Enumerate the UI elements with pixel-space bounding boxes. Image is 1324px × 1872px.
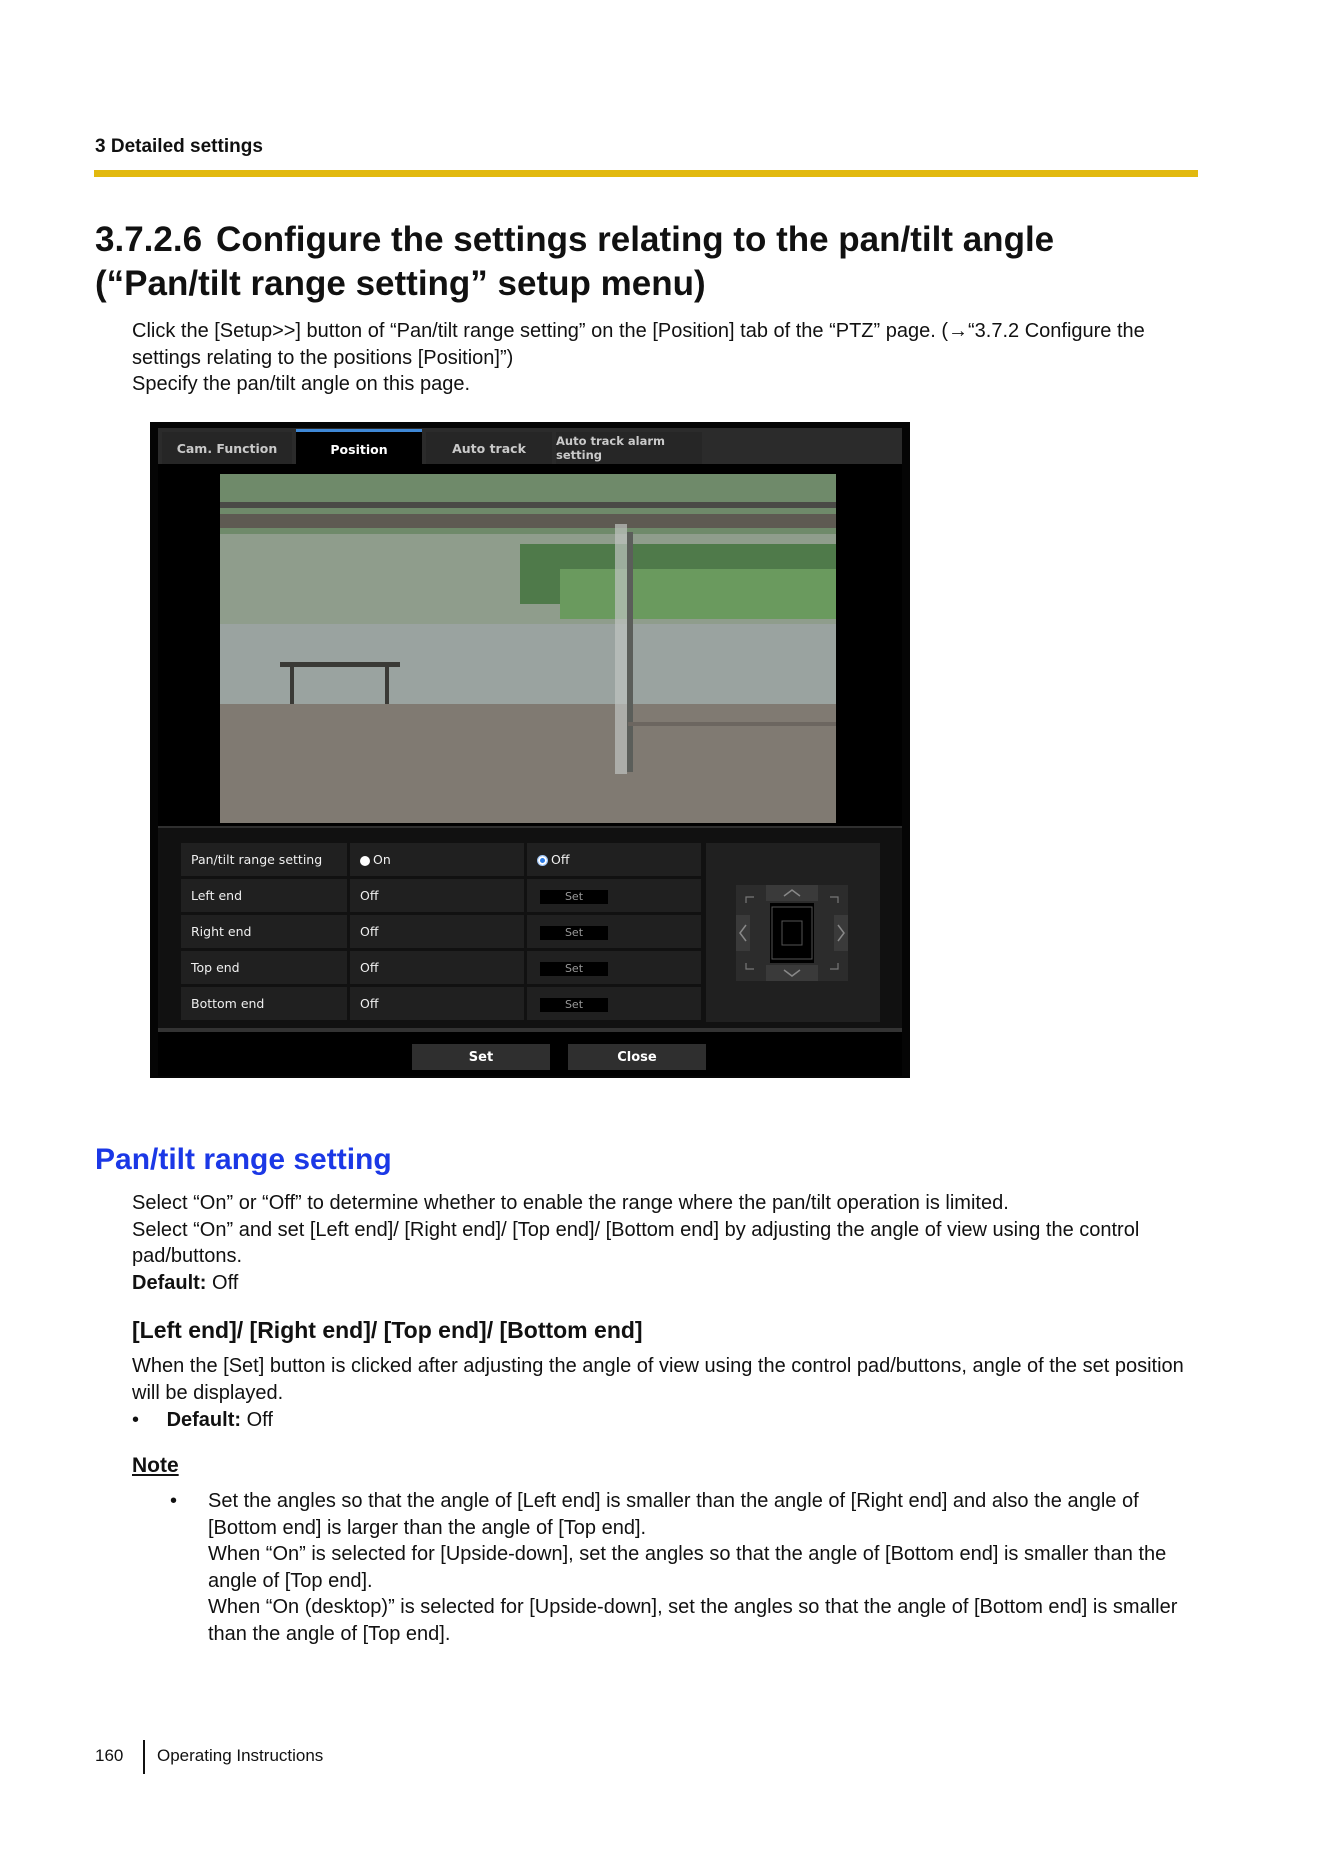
row-label-left-end: Left end — [181, 879, 347, 912]
bottom-end-set-button[interactable]: Set — [540, 998, 608, 1012]
intro-text — [132, 318, 1212, 398]
control-pad-icon — [736, 885, 848, 981]
default-value: Off — [206, 1271, 239, 1294]
radio-on[interactable] — [360, 856, 370, 866]
set-button[interactable]: Set — [412, 1044, 550, 1070]
right-end-set-button[interactable]: Set — [540, 926, 608, 940]
camera-view-panel — [158, 464, 902, 830]
intro-line-2: Specify the pan/tilt angle on this page. — [132, 373, 471, 395]
radio-off-label: Off — [551, 852, 570, 867]
radio-off-cell[interactable] — [527, 843, 701, 876]
tab-bar — [158, 428, 902, 464]
chapter-header: 3 Detailed settings — [95, 136, 263, 157]
note-bullet: • — [170, 1490, 178, 1512]
note-heading: Note — [132, 1454, 179, 1477]
row-label-pan-tilt-range: Pan/tilt range setting — [181, 843, 347, 876]
section-title-text: Configure the settings relating to the pan/tilt angle (“Pan/tilt range setting” setup menu) — [95, 220, 1055, 303]
note-line-1: Set the angles so that the angle of [Left end] is smaller than the angle of [Right end] and also the angle of [Bottom end] is larger than the angle of [Top end]. — [208, 1490, 1139, 1539]
top-end-set-button[interactable]: Set — [540, 962, 608, 976]
camera-scene-illustration — [220, 474, 836, 823]
top-end-value: Off — [350, 951, 524, 984]
pan-tilt-heading: Pan/tilt range setting — [95, 1143, 392, 1176]
ptz-setup-screenshot — [150, 422, 910, 1078]
table-row — [181, 843, 701, 876]
radio-on-cell[interactable] — [350, 843, 524, 876]
ends-p1: When the [Set] button is clicked after adjusting the angle of view using the control pad/buttons, angle of the set position will be displayed. — [132, 1355, 1184, 1404]
camera-image — [220, 474, 836, 823]
bottom-button-bar — [158, 1032, 902, 1076]
radio-off[interactable] — [537, 855, 548, 866]
pan-tilt-p1: Select “On” or “Off” to determine whether to enable the range where the pan/tilt operation is limited. — [132, 1192, 1009, 1214]
radio-on-label: On — [373, 852, 391, 867]
row-label-right-end: Right end — [181, 915, 347, 948]
bottom-end-value: Off — [350, 987, 524, 1020]
left-end-set-button[interactable]: Set — [540, 890, 608, 904]
default-label: Default: — [132, 1271, 207, 1294]
note-line-2: When “On” is selected for [Upside-down], set the angles so that the angle of [Bottom end] is smaller than the angle of [Top end]. — [208, 1543, 1167, 1592]
control-pad-box — [706, 843, 880, 1022]
left-end-value: Off — [350, 879, 524, 912]
note-item — [208, 1488, 1210, 1647]
table-row — [181, 879, 701, 912]
control-pad[interactable] — [736, 885, 848, 981]
range-settings-area — [158, 828, 902, 1034]
table-row — [181, 951, 701, 984]
tab-auto-track[interactable]: Auto track — [426, 432, 552, 464]
footer-label: Operating Instructions — [157, 1746, 324, 1765]
pan-tilt-default — [132, 1270, 1212, 1297]
section-title — [95, 218, 1205, 306]
ends-default-label: Default: — [166, 1409, 242, 1431]
intro-line-1: Click the [Setup>>] button of “Pan/tilt range setting” on the [Position] tab of the “PTZ” page. (→“3.7.2 Configure the settings relating to the positions [Position]”) — [132, 320, 1145, 369]
range-settings-table — [178, 840, 704, 1023]
header-rule — [94, 170, 1198, 177]
note-line-3: When “On (desktop)” is selected for [Upside-down], set the angles so that the angle of [Bottom end] is smaller than the angle of [Top end]. — [208, 1596, 1178, 1645]
ends-default-value: Off — [241, 1409, 273, 1431]
tab-position[interactable]: Position — [296, 429, 422, 467]
ends-description — [132, 1353, 1212, 1406]
row-label-top-end: Top end — [181, 951, 347, 984]
section-number: 3.7.2.6 — [95, 220, 203, 259]
row-label-bottom-end: Bottom end — [181, 987, 347, 1020]
tab-cam-function[interactable]: Cam. Function — [162, 432, 292, 464]
table-row — [181, 915, 701, 948]
pan-tilt-description — [132, 1190, 1212, 1296]
table-row — [181, 987, 701, 1020]
ends-default — [132, 1407, 1192, 1434]
pan-tilt-p2: Select “On” and set [Left end]/ [Right end]/ [Top end]/ [Bottom end] by adjusting the angle of view using the control pad/buttons. — [132, 1218, 1140, 1267]
close-button[interactable]: Close — [568, 1044, 706, 1070]
footer-separator — [143, 1740, 145, 1774]
right-end-value: Off — [350, 915, 524, 948]
tab-auto-track-alarm[interactable]: Auto track alarm setting — [556, 432, 702, 464]
bullet: • — [132, 1409, 140, 1431]
page-number: 160 — [95, 1746, 124, 1765]
ends-heading: [Left end]/ [Right end]/ [Top end]/ [Bottom end] — [132, 1317, 643, 1343]
